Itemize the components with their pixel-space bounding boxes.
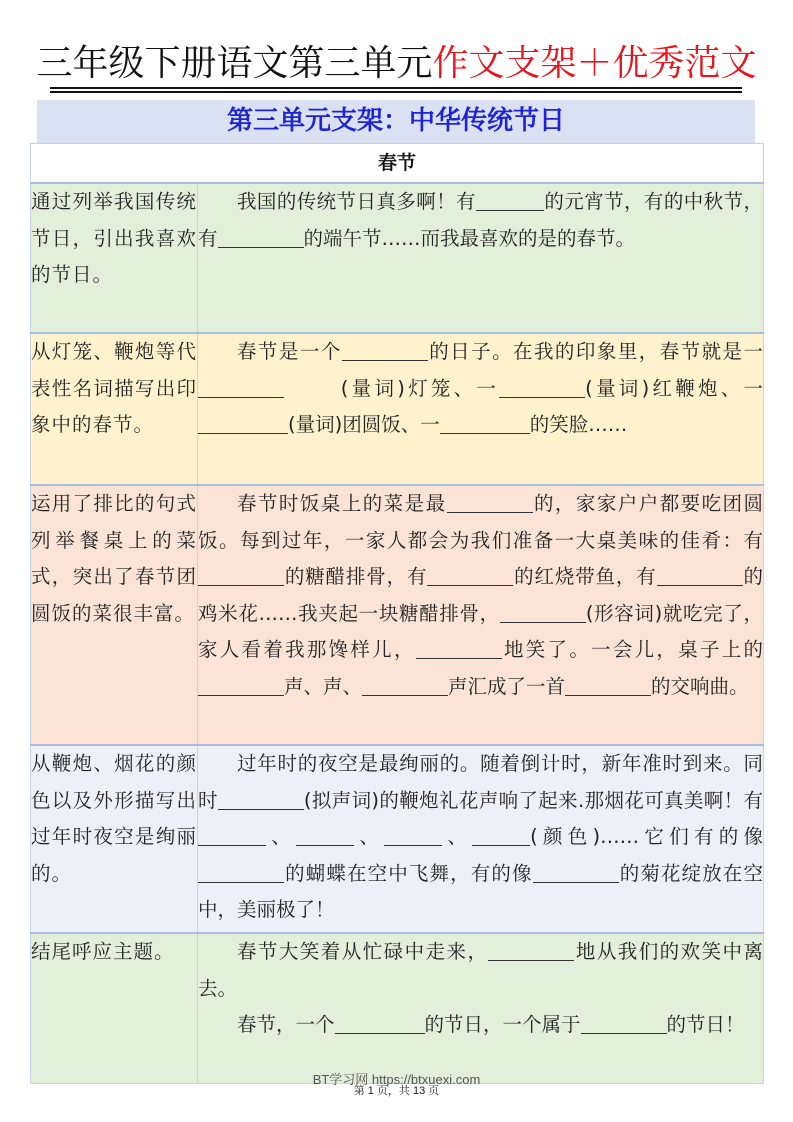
text-segment: 的端午节……而我最喜欢的是的春节。 bbox=[303, 226, 636, 250]
text-segment: 的元宵节，有的中秋节，有 bbox=[198, 190, 763, 250]
text-segment: 、 bbox=[266, 825, 297, 848]
text-segment: (颜色)……它们有的像 bbox=[530, 825, 763, 848]
text-segment: (量词)红鞭炮、一 bbox=[585, 376, 764, 400]
row-content bbox=[198, 183, 764, 333]
text-segment: 的蝴蝶在空中飞舞，有的像 bbox=[284, 861, 533, 885]
blank-line[interactable] bbox=[416, 639, 502, 660]
text-segment: 过年时的夜空是最绚丽的。随着倒计时，新年准时到来。同时 bbox=[198, 752, 764, 812]
blank-line[interactable] bbox=[335, 1014, 425, 1035]
blank-line[interactable] bbox=[427, 566, 513, 587]
text-segment: 、 bbox=[442, 825, 473, 848]
blank-line[interactable] bbox=[565, 675, 651, 696]
text-segment: (形容词)就吃完了，家人看着我那馋样儿， bbox=[198, 601, 764, 661]
text-segment: 声汇成了一首 bbox=[448, 674, 566, 698]
blank-line[interactable] bbox=[342, 341, 428, 362]
blank-line[interactable] bbox=[296, 826, 354, 847]
table-row bbox=[31, 183, 764, 333]
blank-line[interactable] bbox=[218, 227, 304, 248]
blank-line[interactable] bbox=[581, 1014, 667, 1035]
title-red-part: 作文支架＋优秀范文 bbox=[432, 43, 757, 84]
blank-line[interactable] bbox=[500, 602, 586, 623]
row-content bbox=[198, 745, 764, 933]
footer-watermark: BT学习网 https://btxuexi.com bbox=[312, 1072, 481, 1087]
text-segment: 的糖醋排骨，有 bbox=[284, 565, 428, 588]
row-guide: 通过列举我国传统节日，引出我喜欢的节日。 bbox=[31, 183, 198, 333]
blank-line[interactable] bbox=[198, 377, 284, 398]
row-guide: 从鞭炮、烟花的颜色以及外形描写出过年时夜空是绚丽的。 bbox=[31, 745, 198, 933]
row-guide: 结尾呼应主题。 bbox=[31, 933, 198, 1083]
footer-page-info: 第 1 页，共 13 页 bbox=[353, 1085, 440, 1097]
row-content bbox=[198, 485, 764, 745]
blank-line[interactable] bbox=[198, 862, 284, 883]
text-segment: (拟声词)的鞭炮礼花声响了起来.那烟花可真美啊！有 bbox=[303, 788, 764, 812]
text-segment: 春节大笑着从忙碌中走来， bbox=[237, 940, 489, 963]
row-content bbox=[198, 333, 764, 485]
blank-line[interactable] bbox=[447, 493, 533, 514]
title-black-part: 三年级下册语文第三单元 bbox=[36, 43, 433, 84]
text-segment: 的红烧带鱼，有 bbox=[513, 565, 657, 588]
text-segment: 春节，一个 bbox=[237, 1013, 335, 1036]
text-segment: 、 bbox=[354, 825, 385, 848]
text-segment: 春节时饭桌上的菜是最 bbox=[237, 492, 447, 515]
blank-line[interactable] bbox=[384, 826, 442, 847]
row-guide: 运用了排比的句式列举餐桌上的菜式，突出了春节团圆饭的菜很丰富。 bbox=[31, 485, 198, 745]
blank-line[interactable] bbox=[218, 789, 304, 810]
table-row bbox=[31, 745, 764, 933]
text-segment: (量词)团圆饭、一 bbox=[288, 413, 440, 436]
text-segment: 的日子。在我的印象里，春节就是一 bbox=[427, 340, 763, 363]
text-segment: 地笑了。一会儿，桌子上的 bbox=[501, 638, 763, 661]
table-row bbox=[31, 333, 764, 485]
text-segment: 的交响曲。 bbox=[651, 674, 749, 698]
writing-frame-table bbox=[30, 143, 764, 1084]
text-segment: 的笑脸…… bbox=[529, 413, 628, 436]
blank-line[interactable] bbox=[657, 566, 743, 587]
blank-line[interactable] bbox=[198, 414, 288, 435]
blank-line[interactable] bbox=[198, 826, 266, 847]
blank-line[interactable] bbox=[362, 675, 448, 696]
text-segment: 的节日！ bbox=[666, 1013, 745, 1036]
subtitle: 第三单元支架：中华传统节日 bbox=[226, 106, 565, 136]
blank-line[interactable] bbox=[533, 862, 619, 883]
text-segment: 春节是一个 bbox=[237, 340, 342, 363]
text-segment: 的节日，一个属于 bbox=[424, 1013, 581, 1036]
text-segment: 地从我们的欢笑中离去。 bbox=[198, 940, 763, 1000]
blank-line[interactable] bbox=[472, 826, 530, 847]
title-double-rule bbox=[50, 87, 742, 93]
row-guide: 从灯笼、鞭炮等代表性名词描写出印象中的春节。 bbox=[31, 333, 198, 485]
blank-line[interactable] bbox=[488, 941, 574, 962]
table-header-festival: 春节 bbox=[31, 144, 764, 184]
text-segment: 的鸡米花……我夹起一块糖醋排骨， bbox=[198, 565, 763, 625]
blank-line[interactable] bbox=[198, 675, 284, 696]
text-segment: 声、声、 bbox=[284, 674, 363, 698]
table-row bbox=[31, 485, 764, 745]
text-segment: 的，家家户户都要吃团圆饭。每到过年，一家人都会为我们准备一大桌美味的佳肴：有 bbox=[198, 492, 764, 552]
table-row bbox=[31, 933, 764, 1083]
blank-line[interactable] bbox=[440, 414, 530, 435]
page-title bbox=[0, 42, 793, 86]
subtitle-band bbox=[37, 100, 755, 143]
blank-line[interactable] bbox=[476, 191, 544, 212]
blank-line[interactable] bbox=[198, 566, 284, 587]
text-segment: 的菊花绽放在空中，美丽极了！ bbox=[198, 861, 763, 921]
row-content bbox=[198, 933, 764, 1083]
text-segment: (量词)灯笼、一 bbox=[340, 376, 500, 400]
text-segment: 我国的传统节日真多啊！有 bbox=[237, 190, 476, 213]
blank-line[interactable] bbox=[499, 377, 585, 398]
